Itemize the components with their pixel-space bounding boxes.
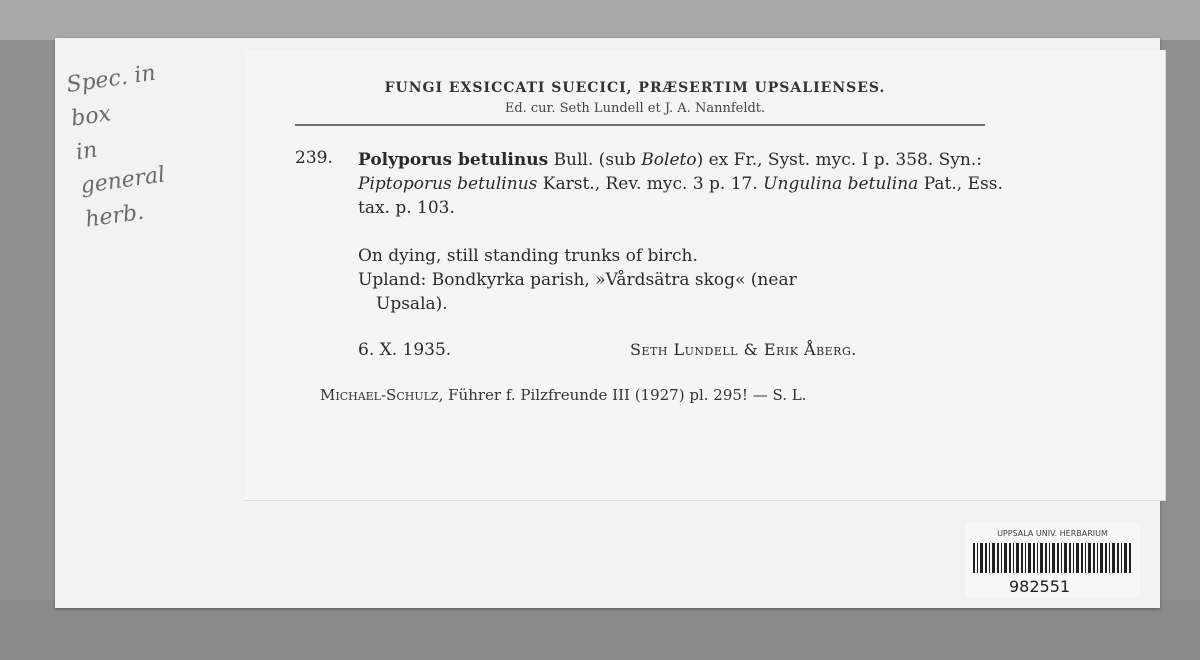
header-rule (295, 124, 985, 126)
locality: Upland: Bondkyrka parish, »Vårdsätra skog« (near (358, 270, 797, 290)
habitat-block (358, 244, 1028, 316)
exsiccata-number: 239. (295, 148, 333, 168)
barcode-label (965, 523, 1140, 598)
handwritten-line: general (79, 162, 167, 200)
collectors: Seth Lundell & Erik Åberg. (630, 340, 857, 359)
synonym-2-ref: Pat., Ess. tax. p. 103. (358, 174, 1003, 218)
barcode-number: 982551 (1009, 577, 1071, 596)
barcode-institution: UPPSALA UNIV. HERBARIUM (997, 529, 1108, 538)
literature-reference (320, 386, 1040, 404)
handwritten-line: in (74, 137, 99, 166)
scan-background-top (0, 0, 1200, 40)
basionym-genus: Boleto (641, 150, 697, 170)
specimen-label (55, 38, 1160, 608)
series-title: FUNGI EXSICCATI SUECICI, PRÆSERTIM UPSALIENSES. (384, 80, 886, 96)
handwritten-note (64, 53, 209, 258)
synonym-1: Piptoporus betulinus (358, 174, 538, 194)
citation: ) ex Fr., Syst. myc. I p. 358. Syn.: (696, 150, 982, 170)
handwritten-line: box (69, 101, 113, 132)
handwritten-line: herb. (83, 199, 146, 233)
substrate: On dying, still standing trunks of birch. (358, 246, 698, 266)
species-author: Bull. (sub (553, 150, 636, 170)
barcode-icon (973, 543, 1132, 573)
series-editors: Ed. cur. Seth Lundell et J. A. Nannfeldt. (504, 101, 766, 116)
locality-continued: Upsala). (376, 294, 448, 314)
handwritten-line: Spec. in (64, 60, 158, 98)
species-name: Polyporus betulinus (358, 150, 549, 170)
synonym-2: Ungulina betulina (763, 174, 919, 194)
scan-background-bottom (0, 600, 1200, 660)
reference-author: Michael-Schulz, (320, 386, 444, 404)
taxon-entry (358, 148, 1018, 220)
reference-text: Führer f. Pilzfreunde III (1927) pl. 295! — S. L. (448, 386, 807, 404)
collection-date: 6. X. 1935. (358, 340, 452, 360)
synonym-1-ref: Karst., Rev. myc. 3 p. 17. (542, 174, 758, 194)
